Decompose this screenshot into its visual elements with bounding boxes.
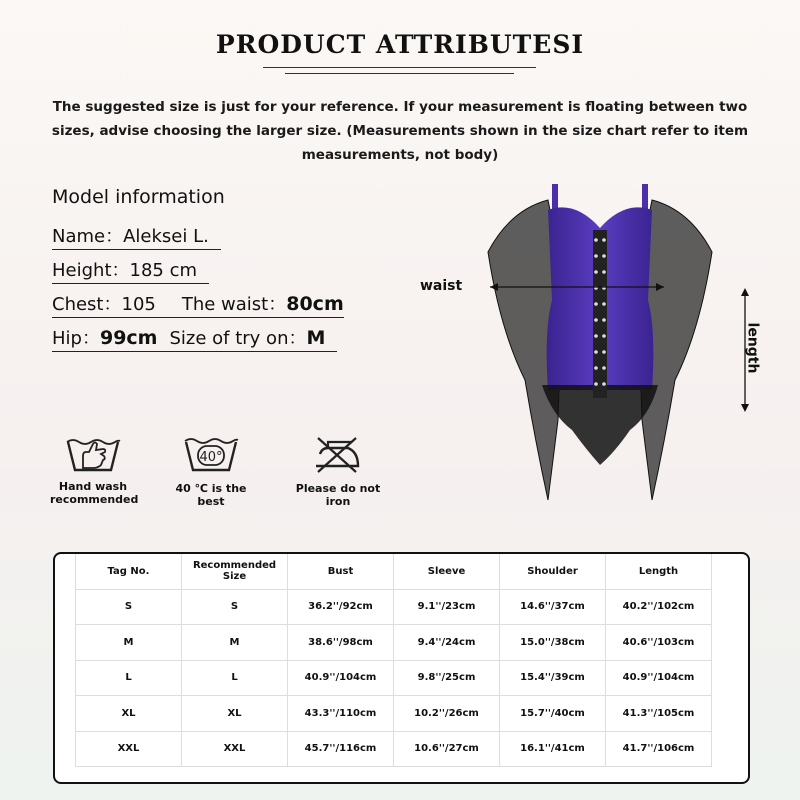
model-hip-label: Hip： bbox=[52, 328, 100, 349]
header-length: Length bbox=[606, 554, 712, 589]
table-cell: 43.3''/110cm bbox=[288, 696, 394, 732]
care-label-line2: recommended bbox=[50, 493, 139, 506]
table-cell: 9.1''/23cm bbox=[394, 589, 500, 625]
table-cell: XL bbox=[76, 696, 182, 732]
care-no-iron bbox=[285, 432, 391, 508]
table-cell: XL bbox=[182, 696, 288, 732]
page-title: PRODUCT ATTRIBUTESI bbox=[215, 30, 585, 59]
header-shoulder: Shoulder bbox=[500, 554, 606, 589]
model-waist-value: 80cm bbox=[286, 293, 344, 315]
care-label: Hand wash bbox=[58, 480, 128, 493]
header-recommended-size: Recommended Size bbox=[182, 554, 288, 589]
table-cell: 45.7''/116cm bbox=[288, 731, 394, 767]
title-underline-secondary bbox=[285, 73, 514, 74]
header-bust: Bust bbox=[288, 554, 394, 589]
size-chart bbox=[53, 552, 750, 784]
title-underline bbox=[263, 67, 536, 68]
model-chest-waist bbox=[52, 290, 344, 318]
table-cell: S bbox=[76, 589, 182, 625]
table-cell: M bbox=[182, 625, 288, 661]
table-cell: 40.6''/103cm bbox=[606, 625, 712, 661]
model-waist-label: The waist： bbox=[181, 294, 287, 315]
model-try-value: M bbox=[306, 327, 326, 349]
table-row bbox=[76, 660, 712, 696]
model-height-text: Height：185 cm bbox=[52, 260, 198, 281]
table-cell: 9.8''/25cm bbox=[394, 660, 500, 696]
model-hip-value: 99cm bbox=[99, 327, 158, 349]
table-cell: 38.6''/98cm bbox=[288, 625, 394, 661]
header-sleeve: Sleeve bbox=[394, 554, 500, 589]
header-tag-no: Tag No. bbox=[76, 554, 182, 589]
table-cell: XXL bbox=[182, 731, 288, 767]
model-try-label: Size of try on： bbox=[169, 328, 307, 349]
table-cell: 9.4''/24cm bbox=[394, 625, 500, 661]
table-cell: 15.0''/38cm bbox=[500, 625, 606, 661]
table-cell: S bbox=[182, 589, 288, 625]
table-cell: 36.2''/92cm bbox=[288, 589, 394, 625]
table-row bbox=[76, 696, 712, 732]
table-cell: 15.4''/39cm bbox=[500, 660, 606, 696]
table-cell: L bbox=[76, 660, 182, 696]
table-cell: XXL bbox=[76, 731, 182, 767]
table-cell: M bbox=[76, 625, 182, 661]
care-label: Please do not iron bbox=[295, 482, 381, 508]
model-info-heading: Model information bbox=[52, 186, 225, 208]
table-cell: 10.2''/26cm bbox=[394, 696, 500, 732]
waist-label: waist bbox=[420, 278, 463, 294]
care-hand-wash bbox=[50, 432, 139, 506]
table-row bbox=[76, 731, 712, 767]
model-height bbox=[52, 256, 209, 284]
table-row bbox=[76, 589, 712, 625]
care-wash-40 bbox=[165, 432, 257, 508]
table-cell: 40.9''/104cm bbox=[288, 660, 394, 696]
hand-wash-icon bbox=[63, 432, 123, 476]
model-chest-text: Chest：105 bbox=[52, 294, 156, 315]
garment-illustration bbox=[480, 180, 720, 510]
wash-temp-text: 40° bbox=[199, 450, 223, 465]
table-cell: 15.7''/40cm bbox=[500, 696, 606, 732]
table-cell: 40.9''/104cm bbox=[606, 660, 712, 696]
size-advice-text: The suggested size is just for your reference. If your measurement is floating between two sizes, advise choosing the larger size. (Measurements shown in the size chart refer to item measurements, not body) bbox=[51, 99, 749, 163]
table-cell: 14.6''/37cm bbox=[500, 589, 606, 625]
table-cell: 40.2''/102cm bbox=[606, 589, 712, 625]
model-hip-size bbox=[52, 324, 337, 352]
size-table bbox=[75, 554, 712, 767]
table-header-row bbox=[76, 554, 712, 589]
model-name-text: Name：Aleksei L. bbox=[52, 226, 209, 247]
table-row bbox=[76, 625, 712, 661]
length-label: length bbox=[744, 322, 761, 374]
table-cell: 41.7''/106cm bbox=[606, 731, 712, 767]
table-cell: L bbox=[182, 660, 288, 696]
wash-40-icon bbox=[181, 432, 241, 476]
care-label: 40 ℃ is the best bbox=[175, 482, 247, 508]
table-cell: 10.6''/27cm bbox=[394, 731, 500, 767]
model-name bbox=[52, 222, 221, 250]
no-iron-icon bbox=[308, 432, 368, 476]
table-cell: 41.3''/105cm bbox=[606, 696, 712, 732]
table-cell: 16.1''/41cm bbox=[500, 731, 606, 767]
